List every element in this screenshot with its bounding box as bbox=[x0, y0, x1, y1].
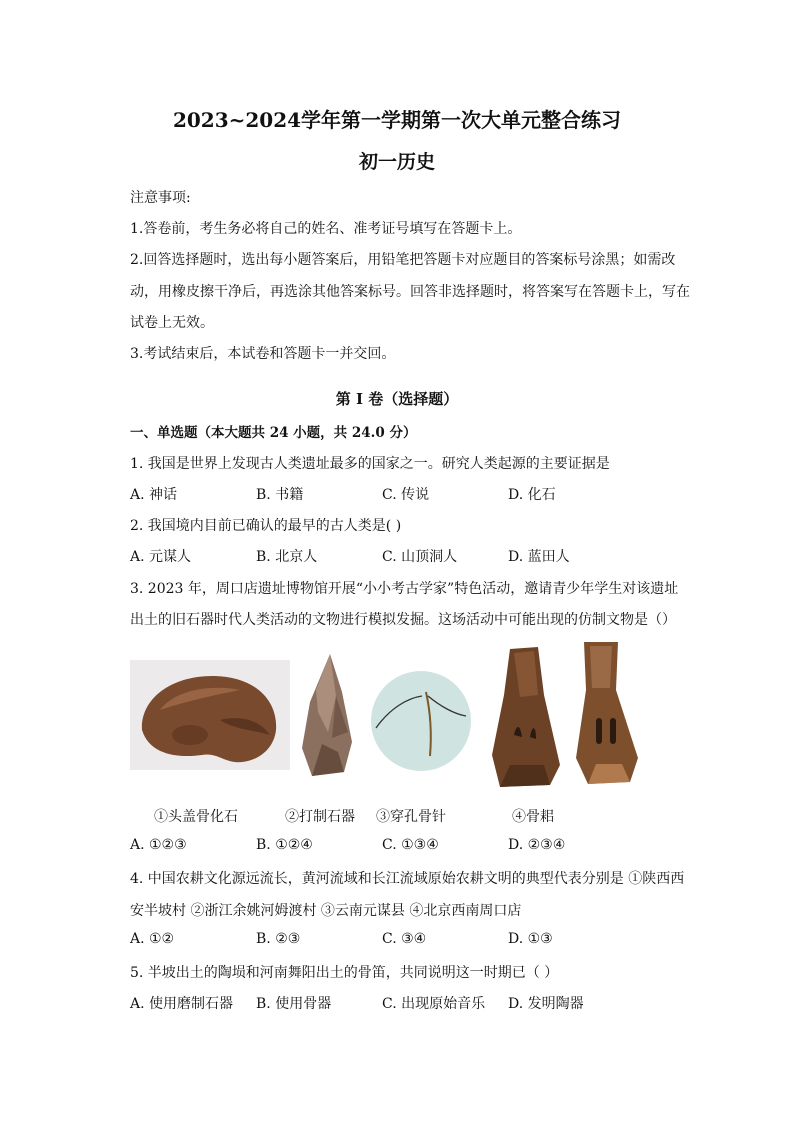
question-2-option-a: A. 元谋人 bbox=[130, 549, 192, 565]
question-1-option-c: C. 传说 bbox=[382, 487, 430, 503]
section-title: 第 I 卷（选择题） bbox=[335, 390, 459, 408]
question-3-caption-3: ③穿孔骨针 bbox=[376, 809, 446, 825]
notice-item-2-line-3: 试卷上无效。 bbox=[130, 315, 214, 331]
question-3-caption-2: ②打制石器 bbox=[285, 809, 355, 825]
notice-heading: 注意事项: bbox=[130, 190, 191, 206]
question-5-option-b: B. 使用骨器 bbox=[256, 996, 332, 1012]
exam-subject: 初一历史 bbox=[358, 151, 435, 173]
question-3-caption-4: ④骨耜 bbox=[512, 809, 554, 825]
question-2-stem: 2. 我国境内目前已确认的最早的古人类是( ) bbox=[130, 518, 402, 534]
exam-title: 2023~2024学年第一学期第一次大单元整合练习 bbox=[172, 108, 622, 132]
question-5-option-d: D. 发明陶器 bbox=[508, 996, 584, 1012]
question-5-option-c: C. 出现原始音乐 bbox=[382, 996, 486, 1012]
question-1-option-b: B. 书籍 bbox=[256, 487, 304, 503]
question-3-option-c: C. ①③④ bbox=[382, 837, 439, 853]
notice-item-3: 3.考试结束后，本试卷和答题卡一并交回。 bbox=[130, 346, 396, 362]
question-4-option-c: C. ③④ bbox=[382, 931, 427, 947]
question-2-option-d: D. 蓝田人 bbox=[508, 549, 570, 565]
bone-spade-image-2 bbox=[572, 640, 644, 785]
bone-needle-image bbox=[370, 670, 472, 772]
question-4-option-d: D. ①③ bbox=[508, 931, 553, 947]
notice-item-2-line-1: 2.回答选择题时，选出每小题答案后，用铅笔把答题卡对应题目的答案标号涂黑；如需改 bbox=[130, 252, 676, 268]
question-4-stem-line-1: 4. 中国农耕文化源远流长，黄河流域和长江流域原始农耕文明的典型代表分别是 ①陕西西 bbox=[130, 871, 685, 887]
question-3-option-a: A. ①②③ bbox=[130, 837, 187, 853]
part-heading: 一、单选题（本大题共 24 小题，共 24.0 分） bbox=[130, 425, 417, 441]
question-1-stem: 1. 我国是世界上发现古人类遗址最多的国家之一。研究人类起源的主要证据是 bbox=[130, 456, 610, 472]
notice-item-2-line-2: 动，用橡皮擦干净后，再选涂其他答案标号。回答非选择题时，将答案写在答题卡上，写在 bbox=[130, 284, 690, 300]
skull-fossil-image bbox=[130, 660, 290, 770]
question-1-option-d: D. 化石 bbox=[508, 487, 556, 503]
question-3-option-b: B. ①②④ bbox=[256, 837, 313, 853]
question-1-option-a: A. 神话 bbox=[130, 487, 178, 503]
bone-spade-image-1 bbox=[490, 645, 564, 790]
question-4-option-a: A. ①② bbox=[130, 931, 175, 947]
notice-item-1: 1.答卷前，考生务必将自己的姓名、准考证号填写在答题卡上。 bbox=[130, 221, 522, 237]
question-3-stem-line-2: 出土的旧石器时代人类活动的文物进行模拟发掘。这场活动中可能出现的仿制文物是（） bbox=[130, 612, 676, 628]
question-3-stem-line-1: 3. 2023 年，周口店遗址博物馆开展“小小考古学家”特色活动，邀请青少年学生对该遗址 bbox=[130, 581, 679, 597]
question-3-option-d: D. ②③④ bbox=[508, 837, 566, 853]
question-3-caption-1: ①头盖骨化石 bbox=[154, 809, 238, 825]
chipped-stone-tool-image bbox=[298, 652, 356, 780]
question-5-option-a: A. 使用磨制石器 bbox=[130, 996, 234, 1012]
question-2-option-b: B. 北京人 bbox=[256, 549, 318, 565]
question-5-stem: 5. 半坡出土的陶埙和河南舞阳出土的骨笛，共同说明这一时期已（ ） bbox=[130, 965, 559, 981]
question-4-stem-line-2: 安半坡村 ②浙江余姚河姆渡村 ③云南元谋县 ④北京西南周口店 bbox=[130, 903, 522, 919]
question-4-option-b: B. ②③ bbox=[256, 931, 301, 947]
question-2-option-c: C. 山顶洞人 bbox=[382, 549, 458, 565]
